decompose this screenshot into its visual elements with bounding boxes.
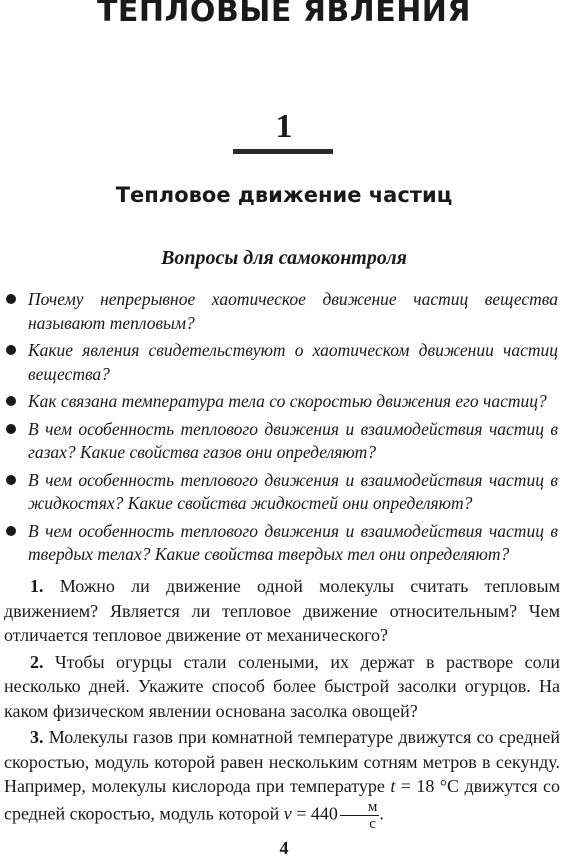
formula-value: = 440 xyxy=(291,803,338,824)
formula-t: t xyxy=(390,776,396,796)
problems-section xyxy=(4,574,560,834)
bullet-icon xyxy=(6,475,16,485)
unit-fraction xyxy=(340,799,380,832)
self-check-questions xyxy=(6,288,558,571)
bullet-icon xyxy=(6,396,16,406)
problem-text: Можно ли движение одной молекулы считать тепловым движением? Является ли тепловое движение относительным? Чем отличается тепловое движение от механического? xyxy=(4,576,560,645)
problem-number: 2. xyxy=(30,651,44,672)
problem-number: 1. xyxy=(30,576,44,596)
bullet-icon xyxy=(6,345,16,355)
bullet-icon xyxy=(6,294,16,304)
question-text: Какие явления свидетельствуют о хаотическом движении частиц вещества? xyxy=(28,340,558,384)
self-check-heading: Вопросы для самоконтроля xyxy=(161,247,407,269)
question-text: В чем особенность теплового движения и взаимодействия частиц в твердых телах? Какие свойства твердых тел они определяют? xyxy=(28,520,558,564)
question-item xyxy=(6,288,558,335)
unit-denominator: с xyxy=(369,815,376,832)
question-text: Почему непрерывное хаотическое движение частиц вещества называют тепловым? xyxy=(28,289,558,333)
question-item xyxy=(6,339,558,386)
chapter-divider xyxy=(233,149,333,154)
bullet-icon xyxy=(6,526,16,536)
chapter-number: 1 xyxy=(275,108,293,145)
chapter-title: Тепловое движение частиц xyxy=(115,183,453,207)
problem-2 xyxy=(4,650,560,724)
formula-v: v xyxy=(283,803,292,824)
problem-text: Чтобы огурцы стали солеными, их держат в растворе соли несколько дней. Укажите способ более быстрой засолки огурцов. На каком физическом явлении основана засолка овощей? xyxy=(4,651,561,721)
problem-1 xyxy=(4,574,560,648)
problem-text: Молекулы газов при комнатной температуре движутся со средней скоростью, модуль которой равен нескольким сотням метров в секунду. Например, молекулы кислорода при температуре xyxy=(4,727,561,796)
page-number: 4 xyxy=(279,838,289,858)
question-item xyxy=(6,390,558,414)
question-item xyxy=(6,520,558,567)
question-text: В чем особенность теплового движения и взаимодействия частиц в газах? Какие свойства газов они определяют? xyxy=(28,418,558,462)
question-item xyxy=(6,418,558,465)
formula-end: . xyxy=(379,803,384,824)
problem-3 xyxy=(4,725,560,832)
problem-number: 3. xyxy=(30,727,44,747)
formula-eq: = 18 °C движутся со средней скоростью, модуль которой xyxy=(4,776,560,824)
question-item xyxy=(6,469,558,516)
unit-numerator: м xyxy=(340,799,380,816)
section-header: ТЕПЛОВЫЕ ЯВЛЕНИЯ xyxy=(96,0,472,29)
bullet-icon xyxy=(6,424,16,434)
question-text: Как связана температура тела со скоростью движения его частиц? xyxy=(28,391,547,411)
question-text: В чем особенность теплового движения и взаимодействия частиц в жидкостях? Какие свойства жидкостей они определяют? xyxy=(28,469,558,513)
